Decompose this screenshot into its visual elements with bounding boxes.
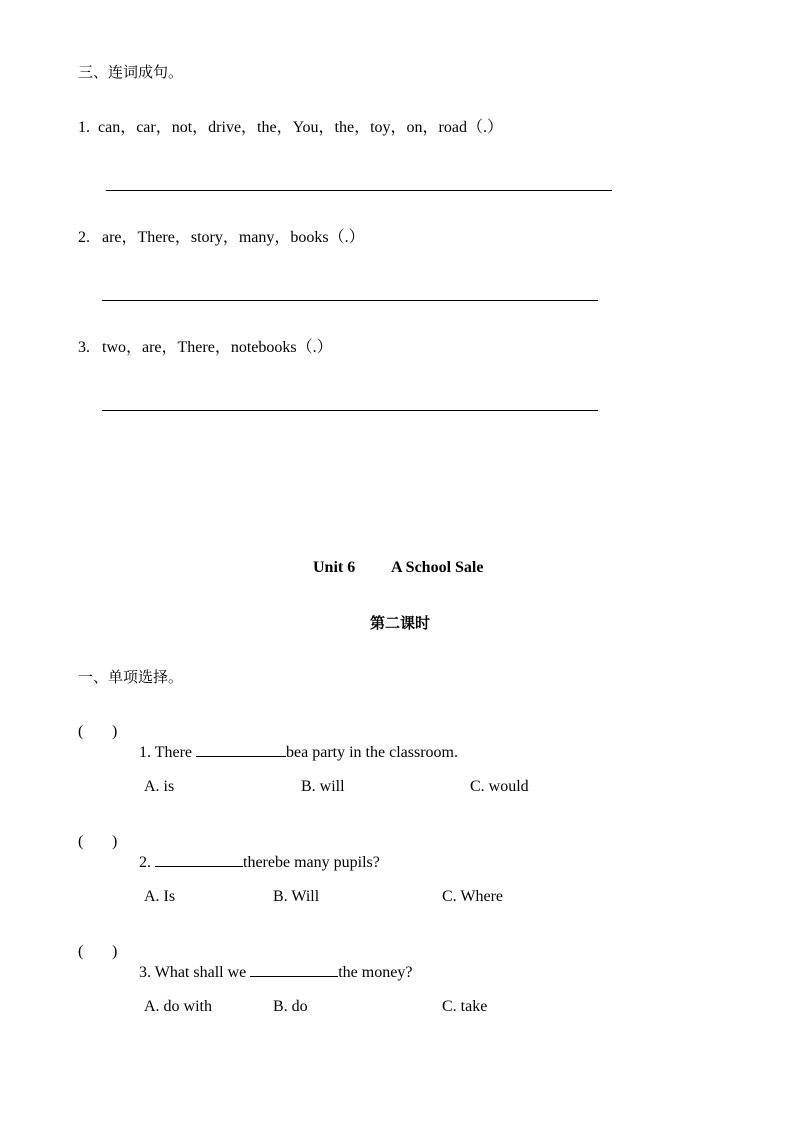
option-c[interactable]: C. Where	[442, 888, 504, 905]
section-1-heading: 一、单项选择。	[78, 668, 184, 686]
question-prefix: 3. What shall we	[139, 964, 251, 981]
question-stem	[123, 722, 458, 783]
question-suffix: therebe many pupils?	[243, 854, 380, 871]
option-a[interactable]: A. is	[144, 778, 175, 795]
question-suffix: bea party in the classroom.	[286, 744, 458, 761]
answer-line[interactable]	[106, 190, 612, 191]
item-number: 2.	[78, 229, 90, 246]
section-3-heading: 三、连词成句。	[78, 63, 184, 81]
option-a[interactable]: A. do with	[144, 998, 212, 1015]
question-prefix: 2.	[139, 854, 155, 871]
answer-paren-open: (	[78, 723, 84, 740]
item-number: 3.	[78, 339, 90, 356]
fill-blank[interactable]	[155, 852, 243, 867]
answer-paren-close: )	[112, 723, 118, 740]
answer-paren-close: )	[112, 943, 118, 960]
option-a[interactable]: A. Is	[144, 888, 176, 905]
option-b[interactable]: B. will	[301, 778, 345, 795]
item-words: are，There，story，many，books（.）	[102, 229, 365, 246]
option-c[interactable]: C. take	[442, 998, 488, 1015]
question-stem	[123, 942, 412, 1003]
option-c[interactable]: C. would	[470, 778, 529, 795]
unit-number: Unit 6	[313, 559, 356, 576]
option-b[interactable]: B. do	[273, 998, 308, 1015]
item-words: can，car，not，drive，the，You，the，toy，on，road（.）	[98, 119, 503, 136]
answer-paren-open: (	[78, 943, 84, 960]
answer-paren-close: )	[112, 833, 118, 850]
answer-paren-open: (	[78, 833, 84, 850]
question-suffix: the money?	[338, 964, 413, 981]
answer-line[interactable]	[102, 410, 598, 411]
unit-name: A School Sale	[391, 559, 484, 576]
option-b[interactable]: B. Will	[273, 888, 320, 905]
item-number: 1.	[78, 119, 90, 136]
item-words: two，are，There，notebooks（.）	[102, 339, 333, 356]
fill-blank[interactable]	[250, 962, 338, 977]
question-stem	[123, 832, 380, 893]
question-prefix: 1. There	[139, 744, 197, 761]
answer-line[interactable]	[102, 300, 598, 301]
fill-blank[interactable]	[196, 742, 286, 757]
lesson-title: 第二课时	[370, 614, 431, 632]
